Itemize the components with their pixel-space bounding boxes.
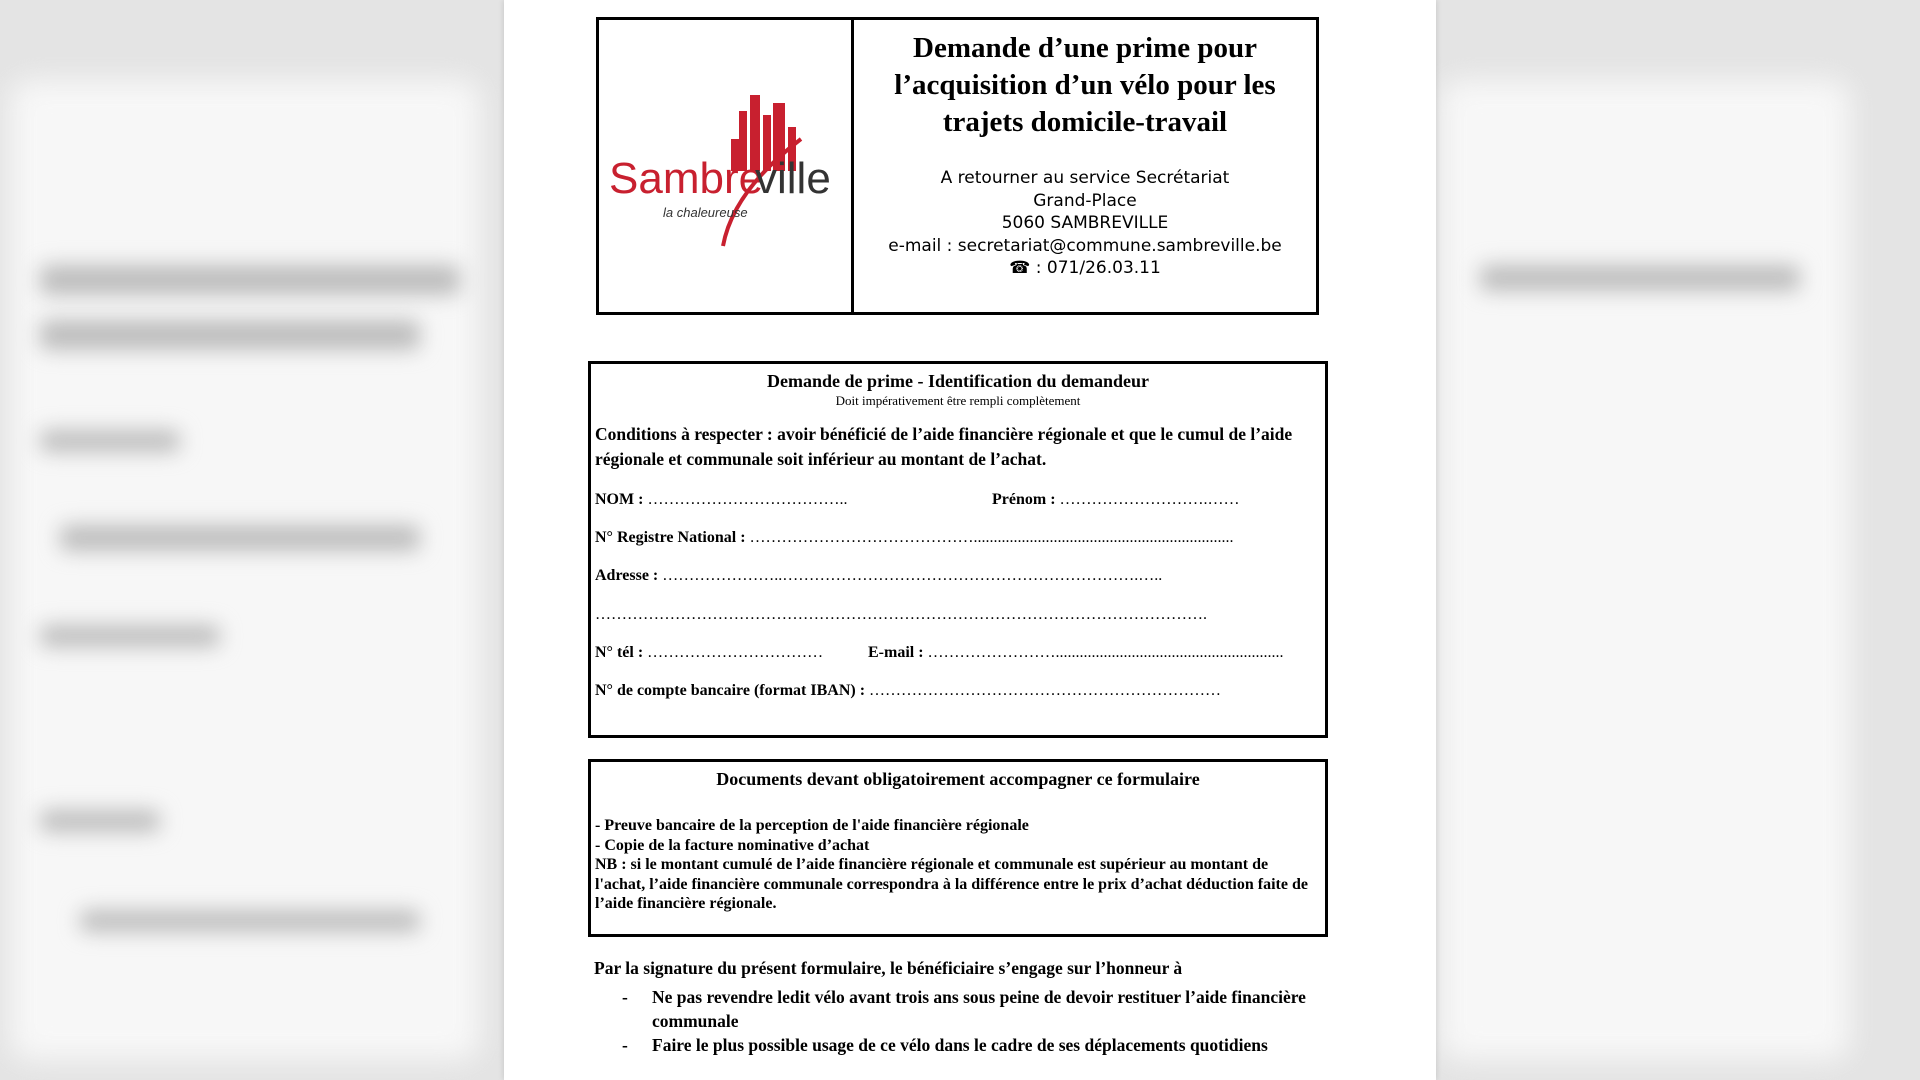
identification-box	[588, 361, 1328, 738]
address-line: A retourner au service Secrétariat	[940, 168, 1230, 188]
blurred-text	[40, 320, 420, 350]
commitment-item	[594, 985, 1334, 1033]
title-line: Demande d’une prime pour	[913, 32, 1257, 64]
title-line: trajets domicile-travail	[942, 106, 1228, 138]
nb-note: NB : si le montant cumulé de l’aide financière régionale et communale est supérieur au montant de l'achat, l’aide financière communale correspondra à la différence entre le prix d’achat déduction faite de l’aide financière régionale.	[595, 856, 1308, 912]
commitment-item	[594, 1033, 1334, 1057]
blurred-text	[40, 810, 160, 832]
document-item: - Preuve bancaire de la perception de l'aide financière régionale	[595, 817, 1029, 834]
prenom-group	[992, 491, 1240, 509]
prenom-field[interactable]: ……………………….……	[1059, 491, 1240, 508]
address-line: 5060 SAMBREVILLE	[1001, 213, 1169, 233]
logo-word-sambre: Sambre	[609, 154, 764, 203]
iban-field[interactable]: …………………………………………………………	[869, 682, 1222, 699]
title-line: l’acquisition d’un vélo pour les	[894, 69, 1276, 101]
document-page	[504, 0, 1436, 1080]
blurred-text	[40, 430, 180, 452]
title-cell	[854, 20, 1316, 312]
registre-field[interactable]: …………………………………….................................................................	[749, 529, 1234, 546]
header-box	[596, 17, 1319, 315]
documents-list	[595, 816, 1319, 914]
address-line: Grand-Place	[1033, 190, 1137, 211]
field-row-registre	[595, 529, 1315, 547]
nom-field[interactable]: ………………………………..	[647, 491, 848, 508]
phone-line: ☎ : 071/26.03.11	[1009, 258, 1161, 278]
form-title	[860, 30, 1310, 141]
blurred-page-right	[1440, 80, 1850, 1060]
sambreville-logo	[605, 81, 845, 251]
blurred-text	[40, 265, 460, 295]
field-row-tel-email	[595, 644, 1315, 662]
blurred-text	[40, 625, 220, 647]
tel-field[interactable]: ……………………………	[647, 644, 824, 661]
nom-label: NOM :	[595, 491, 644, 508]
list-dash: -	[622, 1035, 628, 1055]
blurred-text	[80, 910, 420, 932]
field-row-nom	[595, 491, 1315, 509]
email-line: e-mail : secretariat@commune.sambreville.be	[888, 235, 1282, 256]
field-row-adresse-2	[595, 606, 1315, 624]
signature-intro: Par la signature du présent formulaire, le bénéficiaire s’engage sur l’honneur à	[594, 958, 1183, 978]
blurred-text	[60, 525, 420, 551]
commitment-list	[594, 985, 1334, 1057]
blurred-text	[1480, 265, 1800, 291]
documents-title: Documents devant obligatoirement accompagner ce formulaire	[716, 769, 1200, 789]
logo-tagline: la chaleureuse	[663, 205, 748, 220]
adresse-label: Adresse :	[595, 567, 659, 584]
identification-title: Demande de prime - Identification du demandeur	[767, 371, 1149, 391]
registre-label: N° Registre National :	[595, 529, 746, 546]
field-row-iban	[595, 682, 1315, 700]
field-row-adresse	[595, 567, 1315, 585]
document-item: - Copie de la facture nominative d’achat	[595, 836, 870, 854]
commitment-text: Faire le plus possible usage de ce vélo dans le cadre de ses déplacements quotidiens	[652, 1035, 1268, 1055]
identification-subtitle: Doit impérativement être rempli complètement	[835, 393, 1081, 408]
email-group	[868, 644, 1284, 662]
return-address	[854, 167, 1316, 280]
email-label: E-mail :	[868, 644, 924, 661]
logo-word-ville: ville	[755, 154, 831, 203]
conditions-text: Conditions à respecter : avoir bénéficié de l’aide financière régionale et que le cumul de l’aide régionale et communale soit inférieur au montant de l’achat.	[595, 424, 1293, 469]
commitment-text: Ne pas revendre ledit vélo avant trois ans sous peine de devoir restituer l’aide financière communale	[652, 987, 1306, 1031]
prenom-label: Prénom :	[992, 491, 1056, 508]
email-field[interactable]: …………………….........................................................	[927, 644, 1284, 661]
tel-label: N° tél :	[595, 644, 644, 661]
iban-label: N° de compte bancaire (format IBAN) :	[595, 682, 866, 699]
list-dash: -	[622, 987, 628, 1007]
documents-box	[588, 759, 1328, 937]
signature-section	[594, 958, 1334, 1057]
logo-cell	[599, 20, 854, 312]
adresse-field[interactable]: …………………..………………………………………………………….…..	[662, 567, 1163, 584]
adresse-field-line2[interactable]: …………………………………………………………………………………………………….	[595, 606, 1207, 623]
